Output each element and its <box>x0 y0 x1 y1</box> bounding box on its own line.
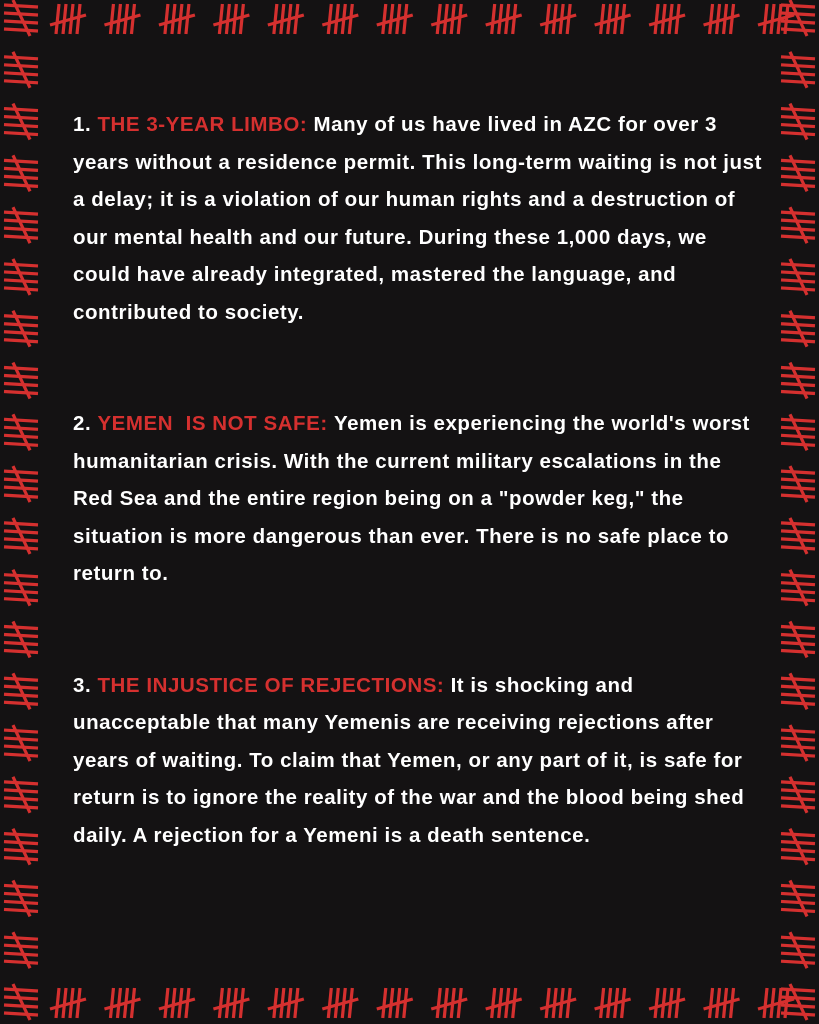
tally-marks-icon <box>4 829 38 865</box>
tally-marks-icon <box>377 988 413 1018</box>
tally-marks-icon <box>781 259 815 295</box>
tally-marks-icon <box>486 988 522 1018</box>
tally-marks-icon <box>781 311 815 347</box>
tally-marks-icon <box>595 4 631 34</box>
tally-marks-icon <box>4 311 38 347</box>
tally-marks-icon <box>4 207 38 243</box>
point-number: 1. <box>73 113 92 136</box>
tally-marks-icon <box>781 363 815 399</box>
tally-marks-icon <box>4 52 38 88</box>
tally-marks-icon <box>781 570 815 606</box>
tally-marks-icon <box>4 414 38 450</box>
point-body: Many of us have lived in AZC for over 3 years without a residence permit. This long-term waiting is not just a delay; it is a violation of our human rights and a destruction of our mental health and our future. During these 1,000 days, we could have already integrated, mastered the language, and contributed to society. <box>73 113 762 324</box>
tally-marks-icon <box>781 52 815 88</box>
tally-marks-icon <box>704 988 740 1018</box>
tally-marks-icon <box>50 988 86 1018</box>
tally-marks-icon <box>781 466 815 502</box>
tally-marks-icon <box>540 4 576 34</box>
tally-marks-icon <box>781 621 815 657</box>
tally-marks-icon <box>4 363 38 399</box>
tally-marks-icon <box>4 984 38 1020</box>
point-body: It is shocking and unacceptable that many Yemenis are receiving rejections after years of waiting. To claim that Yemen, or any part of it, is safe for return is to ignore the reality of the war and the blood being shed daily. A rejection for a Yemeni is a death sentence. <box>73 673 745 847</box>
tally-marks-icon <box>4 155 38 191</box>
point-heading: YEMEN IS NOT SAFE: <box>97 412 328 435</box>
tally-marks-icon <box>781 104 815 140</box>
tally-marks-icon <box>4 673 38 709</box>
tally-marks-icon <box>431 4 467 34</box>
tally-marks-icon <box>322 4 358 34</box>
tally-marks-icon <box>4 725 38 761</box>
tally-marks-icon <box>649 988 685 1018</box>
tally-marks-icon <box>595 988 631 1018</box>
tally-marks-icon <box>649 4 685 34</box>
tally-marks-icon <box>486 4 522 34</box>
tally-marks-icon <box>322 988 358 1018</box>
tally-marks-icon <box>4 104 38 140</box>
point-number: 2. <box>73 412 92 435</box>
tally-marks-icon <box>4 518 38 554</box>
tally-marks-icon <box>781 414 815 450</box>
tally-marks-icon <box>781 829 815 865</box>
tally-marks-icon <box>781 155 815 191</box>
tally-marks-icon <box>781 777 815 813</box>
tally-marks-icon <box>4 0 38 36</box>
point-heading: THE 3-YEAR LIMBO: <box>97 113 308 136</box>
tally-marks-icon <box>50 4 86 34</box>
tally-marks-icon <box>4 880 38 916</box>
tally-marks-icon <box>4 570 38 606</box>
point-1 <box>73 106 763 331</box>
tally-marks-icon <box>540 988 576 1018</box>
tally-marks-icon <box>781 518 815 554</box>
point-2 <box>73 405 763 593</box>
tally-marks-icon <box>781 932 815 968</box>
point-3 <box>73 667 763 855</box>
tally-marks-icon <box>377 4 413 34</box>
tally-marks-icon <box>431 988 467 1018</box>
tally-marks-icon <box>4 932 38 968</box>
tally-marks-icon <box>781 880 815 916</box>
tally-marks-icon <box>159 4 195 34</box>
point-body: Yemen is experiencing the world's worst humanitarian crisis. With the current military escalations in the Red Sea and the entire region being on a "powder keg," the situation is more dangerous than ever. There is no safe place to return to. <box>73 412 750 585</box>
tally-marks-icon <box>268 988 304 1018</box>
point-heading: THE INJUSTICE OF REJECTIONS: <box>97 673 445 697</box>
tally-marks-icon <box>104 4 140 34</box>
tally-marks-icon <box>781 207 815 243</box>
point-number: 3. <box>73 673 92 697</box>
tally-marks-icon <box>4 466 38 502</box>
tally-marks-icon <box>213 988 249 1018</box>
tally-marks-icon <box>4 259 38 295</box>
tally-marks-icon <box>781 673 815 709</box>
tally-marks-icon <box>104 988 140 1018</box>
tally-marks-icon <box>4 621 38 657</box>
tally-marks-icon <box>4 777 38 813</box>
statement-points <box>73 106 763 854</box>
tally-marks-icon <box>159 988 195 1018</box>
tally-marks-icon <box>704 4 740 34</box>
tally-marks-icon <box>268 4 304 34</box>
tally-marks-icon <box>781 725 815 761</box>
tally-marks-icon <box>213 4 249 34</box>
